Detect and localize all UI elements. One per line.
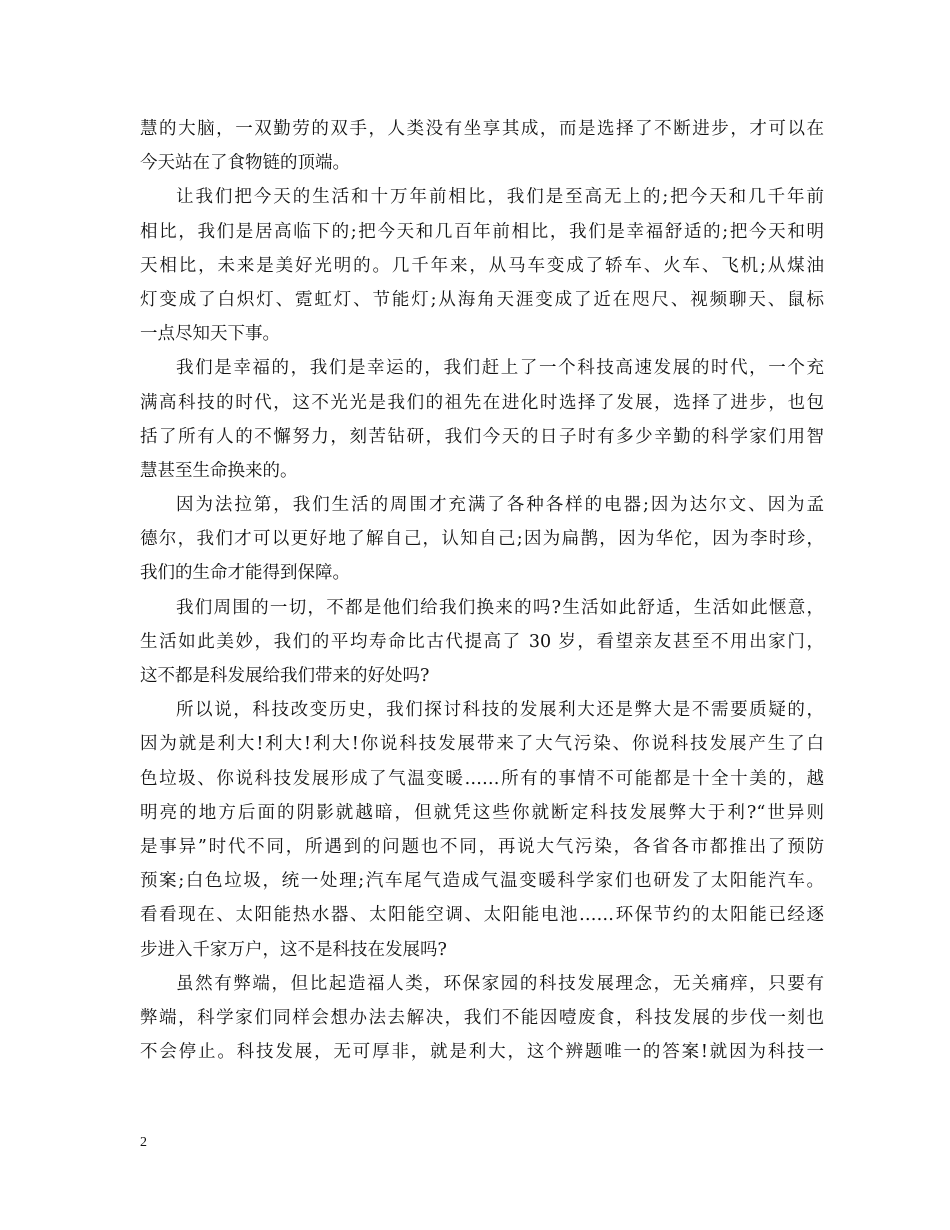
text-line: 弊端，科学家们同样会想办法去解决，我们不能因噎废食，科技发展的步伐一刻也 [140,1007,824,1028]
text-line: 不会停止。科技发展，无可厚非，就是利大，这个辨题唯一的答案!就因为科技一 [140,1042,824,1063]
text-line: 慧的大脑，一双勤劳的双手，人类没有坐享其成，而是选择了不断进步，才可以在 [140,119,824,139]
text-line: 我们周围的一切，不都是他们给我们换来的吗?生活如此舒适，生活如此惬意， [176,597,824,618]
text-line: 天相比，未来是美好光明的。几千年来，从马车变成了轿车、火车、飞机;从煤油 [140,255,824,276]
text-line: 因为就是利大!利大!利大!你说科技发展带来了大气污染、你说科技发展产生了白 [140,734,824,755]
text-line: 让我们把今天的生活和十万年前相比，我们是至高无上的;把今天和几千年前 [176,187,824,208]
text-line: 德尔，我们才可以更好地了解自己，认知自己;因为扁鹊，因为华佗，因为李时珍， [140,529,824,550]
text-line: 这不都是科发展给我们带来的好处吗? [140,666,430,686]
page-number: 2 [140,1135,147,1150]
text-line: 步进入千家万户，这不是科技在发展吗? [140,939,447,960]
text-line: 看看现在、太阳能热水器、太阳能空调、太阳能电池……环保节约的太阳能已经逐 [140,905,824,926]
text-line: 相比，我们是居高临下的;把今天和几百年前相比，我们是幸福舒适的;把今天和明 [140,221,824,242]
text-line: 生活如此美妙，我们的平均寿命比古代提高了 30 岁，看望亲友甚至不用出家门， [140,631,824,652]
text-line: 所以说，科技改变历史，我们探讨科技的发展利大还是弊大是不需要质疑的， [176,700,824,721]
text-line: 因为法拉第，我们生活的周围才充满了各种各样的电器;因为达尔文、因为孟 [176,495,824,516]
text-line: 括了所有人的不懈努力，刻苦钻研，我们今天的日子时有多少辛勤的科学家们用智 [140,426,824,447]
text-line: 虽然有弊端，但比起造福人类，环保家园的科技发展理念，无关痛痒，只要有 [176,973,824,994]
text-line: 慧甚至生命换来的。 [140,460,298,481]
text-line: 是事异”时代不同，所遇到的问题也不同，再说大气污染，各省各市都推出了预防 [140,836,824,857]
text-line: 灯变成了白炽灯、霓虹灯、节能灯;从海角天涯变成了近在咫尺、视频聊天、鼠标 [140,289,824,310]
text-line: 我们是幸福的，我们是幸运的，我们赶上了一个科技高速发展的时代，一个充 [176,358,824,379]
text-line: 色垃圾、你说科技发展形成了气温变暖……所有的事情不可能都是十全十美的，越 [140,768,824,789]
text-line: 今天站在了食物链的顶端。 [140,153,350,174]
text-line: 满高科技的时代，这不光光是我们的祖先在进化时选择了发展，选择了进步，也包 [140,392,824,413]
body-text [140,112,824,1069]
text-line: 我们的生命才能得到保障。 [140,563,350,584]
text-line: 预案;白色垃圾，统一处理;汽车尾气造成气温变暖科学家们也研发了太阳能汽车。 [140,871,824,892]
text-line: 一点尽知天下事。 [140,324,280,345]
text-line: 明亮的地方后面的阴影就越暗，但就凭这些你就断定科技发展弊大于利?“世异则 [140,802,824,823]
